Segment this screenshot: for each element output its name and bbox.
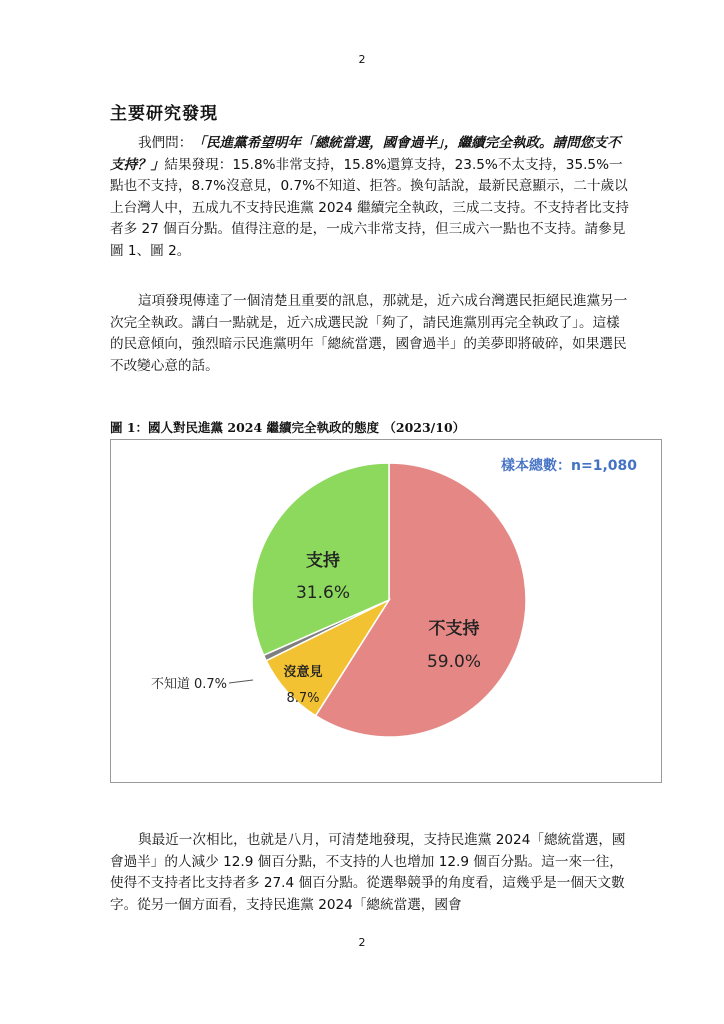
figure-caption: 圖 1：國人對民進黨 2024 繼續完全執政的態度 （2023/10） bbox=[110, 420, 466, 435]
slice-value-support: 31.6% bbox=[295, 583, 351, 603]
section-heading: 主要研究發現 bbox=[110, 104, 218, 124]
pie-chart-frame bbox=[110, 439, 662, 783]
dont-know-label: 不知道 bbox=[150, 677, 190, 692]
slice-label-support: 支持 bbox=[306, 551, 340, 571]
page-number-top: 2 bbox=[358, 53, 366, 66]
survey-question: 「民進黨希望明年「總統當選，國會過半」，繼續完全執政。請問您支不支持？」 bbox=[110, 135, 621, 173]
slice-label-dont-know bbox=[151, 677, 227, 692]
paragraph-3 bbox=[110, 830, 630, 916]
paragraph-2-text: 這項發現傳達了一個清楚且重要的訊息，那就是，近六成台灣選民拒絕民進黨另一次完全執政。講白一點就是，近六成選民說「夠了，請民進黨別再完全執政了」。這樣的民意傾向，強烈暗示民進黨明年「總統當選，國會過半」的美夢即將破碎，如果選民不改變心意的話。 bbox=[110, 293, 628, 374]
page-number-bottom: 2 bbox=[358, 936, 366, 949]
paragraph-2 bbox=[110, 291, 630, 377]
slice-value-oppose: 59.0% bbox=[426, 652, 482, 672]
dont-know-value: 0.7% bbox=[193, 677, 227, 692]
paragraph-1 bbox=[110, 133, 630, 263]
slice-label-no-opinion: 沒意見 bbox=[283, 665, 323, 680]
sample-size-note: 樣本總數：n=1,080 bbox=[501, 458, 637, 474]
pie-chart bbox=[111, 440, 661, 782]
paragraph-3-text: 與最近一次相比，也就是八月，可清楚地發現，支持民進黨 2024「總統當選，國會過半」的人減少 12.9 個百分點，不支持的人也增加 12.9 個百分點。這一來一往，使得不支持者比支持者多 27.4 個百分點。從選舉競爭的角度看，這幾乎是一個天文數字。從另一個方面看，支持民進黨 2024「總統當選，國會 bbox=[110, 832, 626, 913]
slice-value-no-opinion: 8.7% bbox=[286, 691, 320, 706]
leader-line-dont-know bbox=[229, 680, 253, 683]
slice-label-oppose: 不支持 bbox=[428, 619, 480, 639]
paragraph-1-body: 結果發現：15.8%非常支持，15.8%還算支持，23.5%不太支持，35.5%一點也不支持，8.7%沒意見，0.7%不知道、拒答。換句話說，最新民意顯示，二十歲以上台灣人中，五成九不支持民進黨 2024 繼續完全執政，三成二支持。不支持者比支持者多 27 個百分點。值得注意的是，一成六非常支持，但三成六一點也不支持。請參見圖 1、圖 2。 bbox=[110, 156, 630, 259]
paragraph-1-lead: 我們問： bbox=[138, 135, 193, 151]
